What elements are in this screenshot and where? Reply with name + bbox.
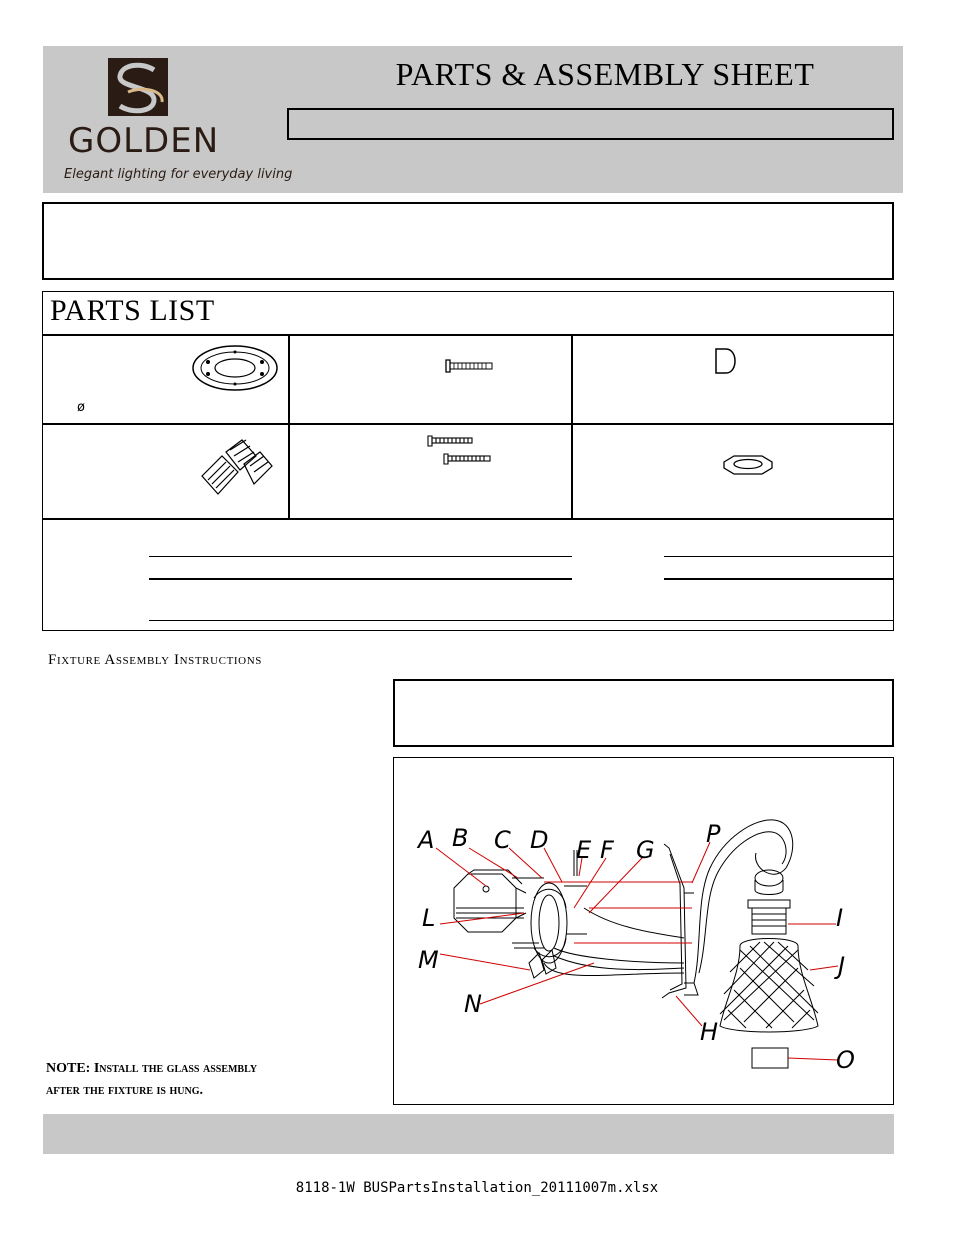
sign-line (664, 578, 893, 580)
mounting-screw-icon (440, 358, 496, 374)
diagram-label-n: N (464, 990, 482, 1018)
diagram-label-p: P (706, 820, 721, 848)
diagram-label-i: I (836, 904, 844, 932)
cap-nut-icon (712, 346, 742, 376)
sign-line (149, 578, 572, 580)
diagram-label-o: O (836, 1046, 855, 1074)
model-number-field (287, 108, 894, 140)
footer-band (43, 1114, 894, 1154)
warning-box (393, 679, 894, 747)
page-title: PARTS & ASSEMBLY SHEET (395, 56, 815, 92)
diagram-label-b: B (452, 824, 469, 852)
diagram-label-a: A (418, 826, 435, 854)
diagram-label-d: D (530, 826, 549, 854)
diagram-label-c: C (494, 826, 511, 854)
diagram-label-j: J (838, 952, 846, 980)
screws-icon (424, 432, 494, 470)
glass-shade (720, 939, 818, 1033)
sign-line (149, 556, 572, 557)
assembly-instructions-heading: Fixture Assembly Instructions (48, 652, 262, 668)
note-line: NOTE: Install the glass assembly (46, 1061, 258, 1076)
svg-text:Elegant lighting for everyday: Elegant lighting for everyday living (64, 167, 293, 182)
parts-list-title: PARTS LIST (50, 294, 215, 327)
hex-nut-icon (720, 454, 776, 476)
diagram-label-f: F (600, 836, 614, 864)
mounting-plate-icon (190, 342, 286, 394)
notice-box (42, 202, 894, 280)
diagram-label-m: M (418, 946, 439, 974)
svg-text:GOLDEN: GOLDEN (68, 121, 220, 161)
diagram-label-h: H (700, 1018, 719, 1046)
golden-logo (62, 56, 293, 188)
junction-box (454, 874, 516, 932)
sign-line (149, 620, 893, 621)
diagram-label-l: L (422, 904, 436, 932)
diagram-label-e: E (576, 836, 592, 864)
diameter-symbol: ø (77, 400, 85, 415)
sign-line (664, 556, 893, 557)
footer-filename: 8118-1W BUSPartsInstallation_20111007m.xlsx (295, 1180, 659, 1196)
note-line: after the fixture is hung. (46, 1083, 203, 1098)
wire-connector-icon (198, 436, 276, 506)
diagram-label-g: G (636, 836, 655, 864)
note-text (46, 1058, 257, 1102)
assembly-diagram (393, 757, 894, 1105)
